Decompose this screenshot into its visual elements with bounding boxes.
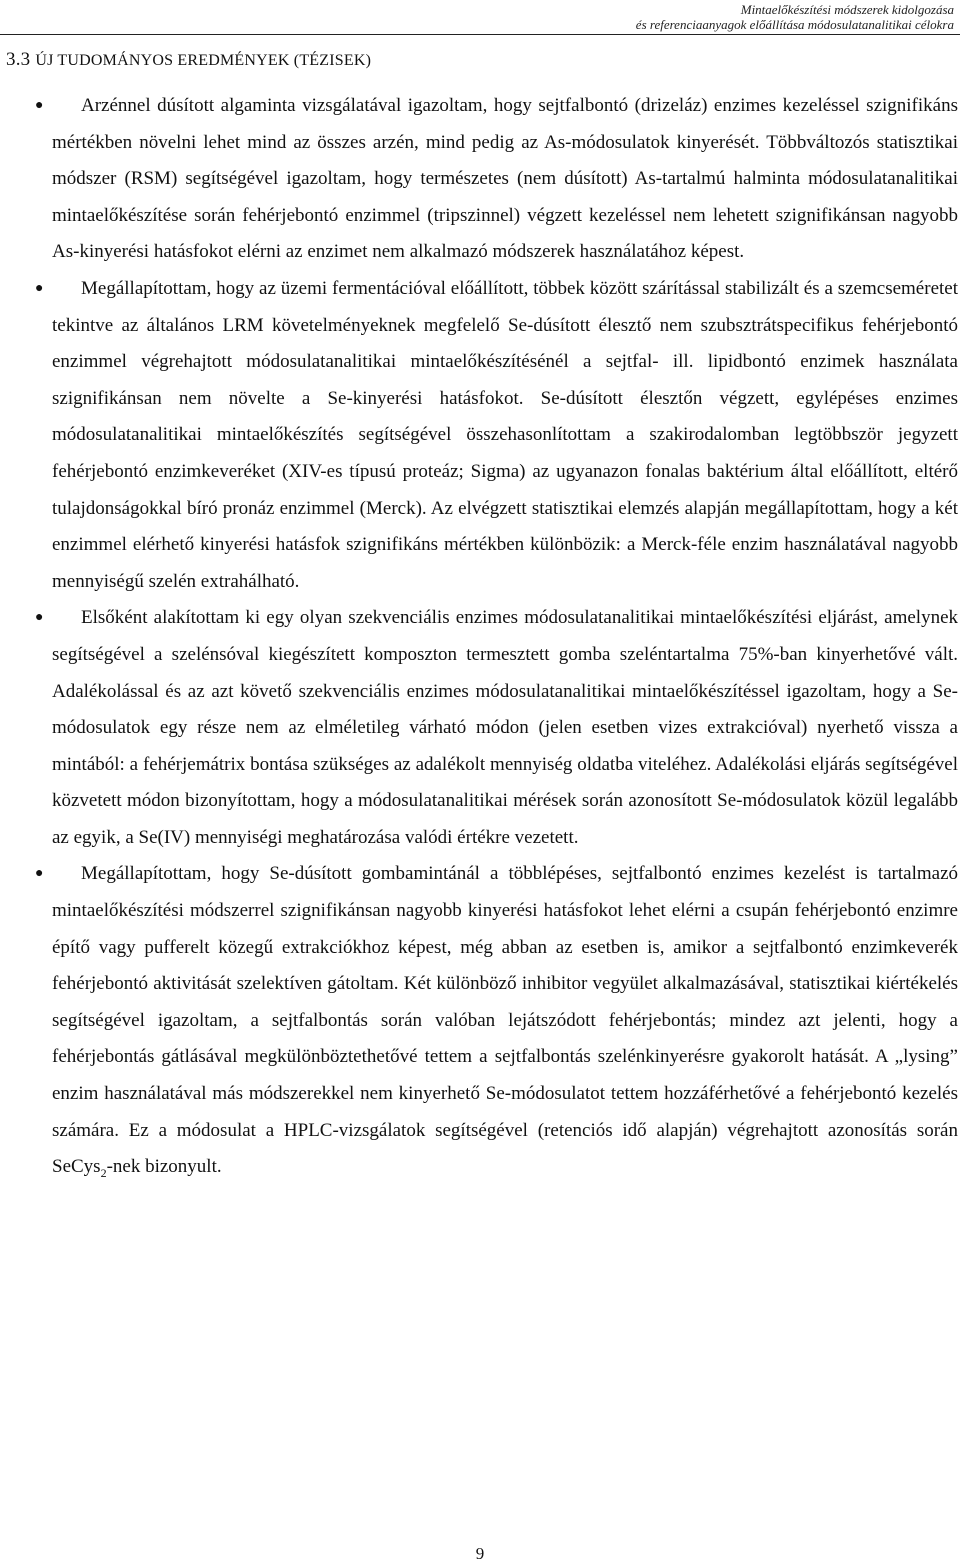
- thesis-text: Megállapítottam, hogy az üzemi fermentációval előállított, többek között szárítással stabilizált és a szemcseméretet tekintve az általános LRM követelményeknek megfelelő Se-dúsított élesztő nem szubsztrátspecifikus fehérjebontó enzimmel végrehajtott módosulatanalitikai mintaelőkészítésénél a sejtfal- ill. lipidbontó enzimek használata szignifikánsan nem növelte a Se-kinyerési hatásfokot. Se-dúsított élesztőn végzett, egylépéses enzimes módosulatanalitikai mintaelőkészítés segítségével összehasonlítottam a szakirodalomban legtöbbször jegyzett fehérjebontó enzimkeveréket (XIV-es típusú proteáz; Sigma) az ugyanazon fonalas baktérium által előállított, eltérő tulajdonságokkal bíró pronáz enzimmel (Merck). Az elvégzett statisztikai elemzés alapján megállapítottam, hogy a két enzimmel elérhető kinyerési hatásfok szignifikáns mértékben különbözik: a Merck-féle enzim használatával nagyobb mennyiségű szelén extrahálható.: [52, 277, 958, 592]
- thesis-text-end: -nek bizonyult.: [106, 1156, 222, 1178]
- thesis-item-4: [35, 856, 958, 1185]
- subscript-text: 2: [100, 1166, 107, 1181]
- page-number: 9: [475, 1544, 485, 1563]
- thesis-item-1: [35, 88, 958, 271]
- thesis-item-2: [35, 271, 958, 600]
- bullet-icon: ●: [35, 610, 44, 626]
- section-title: ÚJ TUDOMÁNYOS EREDMÉNYEK (TÉZISEK): [35, 52, 372, 69]
- section-number: 3.3: [6, 49, 31, 70]
- thesis-text: Arzénnel dúsított algaminta vizsgálatával igazoltam, hogy sejtfalbontó (drizeláz) enzimes kezeléssel szignifikáns mértékben növelni lehet mind az összes arzén, mind pedig az As-módosulatok kinyerését. Többváltozós statisztikai módszer (RSM) segítségével igazoltam, hogy természetes (nem dúsított) As-tartalmú halminta módosulatanalitikai mintaelőkészítése során fehérjebontó enzimmel (tripszinnel) végzett kezeléssel nem lehetett szignifikánsan nagyobb As-kinyerési hatásfokot elérni az enzimet nem alkalmazó módszerek használatához képest.: [52, 95, 958, 263]
- header-line-2: és referenciaanyagok előállítása módosulatanalitikai célokra: [635, 17, 954, 32]
- thesis-text: Elsőként alakítottam ki egy olyan szekvenciális enzimes módosulatanalitikai mintaelőkészítési eljárást, amelynek segítségével a szelénsóval kiegészített komposzton termesztett gomba szeléntartalma 75%-ban kinyerhetővé vált. Adalékolással és az azt követő szekvenciális enzimes módosulatanalitikai mintaelőkészítéssel igazoltam, hogy a Se-módosulatok egy része nem az elméletileg várható módon (jelen esetben vizes extrakcióval) nyerhető vissza a mintából: a fehérjemátrix bontása szükséges az adalékolt mennyiség oldatba viteléhez. Adalékolási eljárás segítségével közvetett módon bizonyítottam, hogy a módosulatanalitikai mérések során azonosított Se-módosulatok közül legalább az egyik, a Se(IV) mennyiségi meghatározása valódi értékre vezetett.: [52, 607, 958, 848]
- header-line-1: Mintaelőkészítési módszerek kidolgozása: [740, 2, 954, 17]
- page-header: [636, 2, 954, 32]
- thesis-text: Megállapítottam, hogy Se-dúsított gombamintánál a többlépéses, sejtfalbontó enzimes kezelést is tartalmazó mintaelőkészítési módszerrel szignifikánsan nagyobb kinyerési hatásfokot lehet elérni a csupán fehérjebontó enzimre építő vagy pufferelt közegű extrakciókhoz képest, még abban az esetben is, amikor a sejtfalbontó enzimkeverék fehérjebontó aktivitását szelektíven gátoltam. Két különböző inhibitor vegyület alkalmazásával, statisztikai kiértékelés segítségével igazoltam, a sejtfalbontás során valóban lejátszódott fehérjebontás; mindez azt jelenti, hogy a fehérjebontás gátlásával megkülönböztethetővé tettem a sejtfalbontás szelénkinyerésre gyakorolt hatását. A „lysing” enzim használatával más módszerekkel nem kinyerhető Se-módosulatot tettem hozzáférhetővé a fehérjebontó kezelés számára. Ez a módosulat a HPLC-vizsgálatok segítségével (retenciós idő alapján) végrehajtott azonosítás során SeCys: [52, 863, 958, 1178]
- header-divider: [0, 34, 960, 35]
- bullet-icon: ●: [35, 866, 44, 882]
- thesis-item-3: [35, 600, 958, 856]
- section-heading: [6, 48, 371, 73]
- theses-list: [35, 88, 958, 1186]
- bullet-icon: ●: [35, 98, 44, 113]
- bullet-icon: ●: [35, 280, 44, 296]
